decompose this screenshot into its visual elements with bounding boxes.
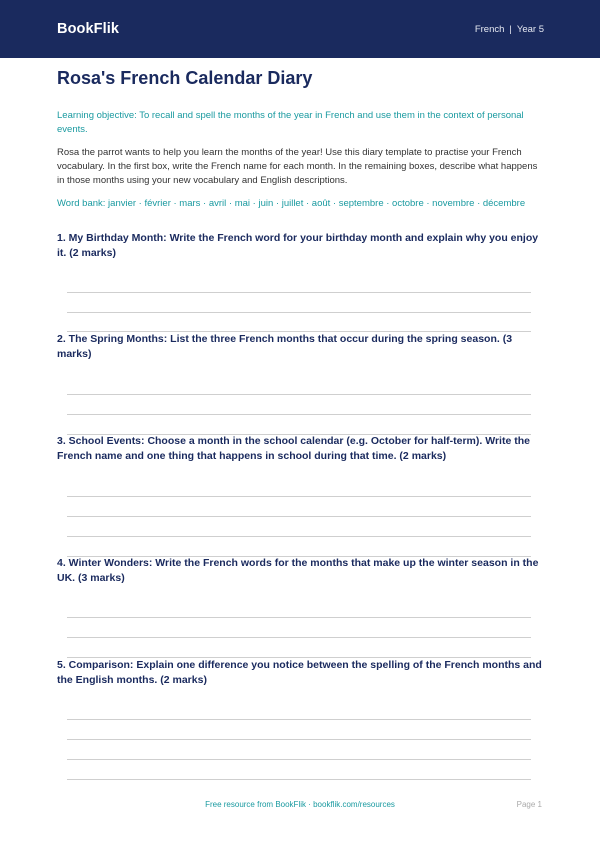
brand-logo[interactable]: BookFlik bbox=[57, 21, 120, 37]
answer-line[interactable] bbox=[67, 312, 531, 313]
top-bar bbox=[0, 0, 600, 58]
answer-line[interactable] bbox=[67, 759, 531, 760]
question-4 bbox=[57, 556, 544, 586]
question-5-text: 5. Comparison: Explain one difference you notice between the spelling of the French months and the English months. (2 marks) bbox=[57, 659, 542, 686]
answer-line[interactable] bbox=[67, 779, 531, 780]
question-2-text: 2. The Spring Months: List the three French months that occur during the spring season. (3 marks) bbox=[57, 333, 513, 360]
subject-year-label bbox=[475, 24, 544, 35]
intro-text: Rosa the parrot wants to help you learn the months of the year! Use this diary template to practise your French vocabulary. In the first box, write the French name for each month. In the remaining boxes, describe what happens in those months using your new vocabulary and English descriptions. bbox=[57, 147, 538, 186]
answer-line[interactable] bbox=[67, 516, 531, 517]
answer-line[interactable] bbox=[67, 414, 531, 415]
answer-line[interactable] bbox=[67, 536, 531, 537]
question-2 bbox=[57, 332, 544, 362]
question-4-text: 4. Winter Wonders: Write the French words for the months that make up the winter season in the UK. (3 marks) bbox=[57, 557, 539, 584]
subject-label: French bbox=[474, 23, 505, 35]
footer-link[interactable]: Free resource from BookFlik · bookflik.com/resources bbox=[205, 800, 395, 809]
answer-line[interactable] bbox=[67, 739, 531, 740]
question-5 bbox=[57, 658, 544, 688]
answer-line[interactable] bbox=[67, 394, 531, 395]
page-title: Rosa's French Calendar Diary bbox=[57, 68, 313, 88]
word-bank: Word bank: janvier · février · mars · avril · mai · juin · juillet · août · septembre · octobre · novembre · décembre bbox=[57, 198, 526, 209]
answer-line[interactable] bbox=[67, 496, 531, 497]
page-number: Page 1 bbox=[516, 800, 542, 809]
page-footer bbox=[0, 800, 600, 812]
question-1 bbox=[57, 231, 544, 261]
answer-line[interactable] bbox=[67, 719, 531, 720]
separator: | bbox=[509, 23, 512, 35]
answer-line[interactable] bbox=[67, 637, 531, 638]
year-label: Year 5 bbox=[516, 23, 544, 35]
worksheet-content bbox=[0, 67, 600, 211]
question-3-text: 3. School Events: Choose a month in the school calendar (e.g. October for half-term). Write the French name and one thing that happens in school during that time. (2 marks) bbox=[57, 435, 530, 462]
question-1-text: 1. My Birthday Month: Write the French word for your birthday month and explain why you enjoy it. (2 marks) bbox=[57, 232, 539, 259]
learning-objective: Learning objective: To recall and spell the months of the year in French and use them in the context of personal events. bbox=[57, 110, 524, 135]
answer-line[interactable] bbox=[67, 617, 531, 618]
question-3 bbox=[57, 434, 544, 464]
answer-line[interactable] bbox=[67, 292, 531, 293]
